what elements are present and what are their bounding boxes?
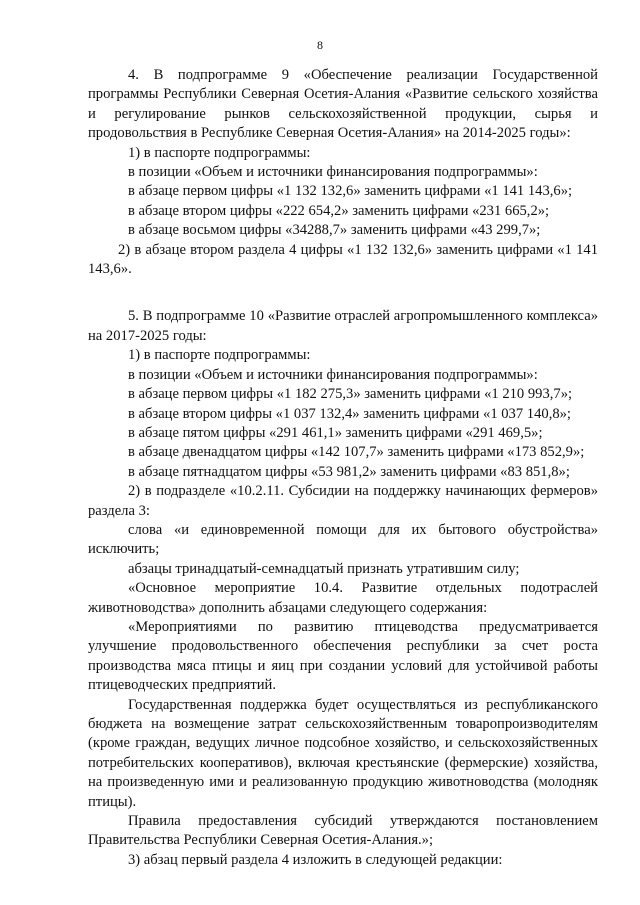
quoted-text-paragraph: Правила предоставления субсидий утверждаются постановлением Правительства Республики Северная Осетия-Алания.»; bbox=[88, 813, 598, 849]
amendment-paragraph: 3) абзац первый раздела 4 изложить в следующей редакции: bbox=[128, 851, 503, 868]
section-4-amendment-paragraph: 2) в абзаце втором раздела 4 цифры «1 132 132,6» заменить цифрами «1 141 143,6». bbox=[88, 241, 598, 278]
quoted-text-paragraph: «Мероприятиями по развитию птицеводства предусматривается улучшение продовольственного обеспечения республики за счет роста производства мяса птицы и яиц при создании условий для устойчивой работы птицеводческих предприятий. bbox=[88, 618, 598, 694]
amendment-paragraph: в абзаце втором цифры «222 654,2» заменить цифрами «231 665,2»; bbox=[128, 202, 550, 219]
financing-position-paragraph: в позиции «Объем и источники финансирования подпрограммы»: bbox=[128, 164, 538, 181]
amendment-paragraph: в абзаце первом цифры «1 132 132,6» заменить цифрами «1 141 143,6»; bbox=[128, 183, 573, 200]
page-number: 8 bbox=[317, 38, 323, 52]
main-activity-paragraph: «Основное мероприятие 10.4. Развитие отдельных подотраслей животноводства» дополнить абзацами следующего содержания: bbox=[88, 580, 598, 616]
subsection-amendment-paragraph: 2) в подразделе «10.2.11. Субсидии на поддержку начинающих фермеров» раздела 3: bbox=[88, 483, 598, 519]
item-5-paragraph: 5. В подпрограмме 10 «Развитие отраслей агропромышленного комплекса» на 2017-2025 годы: bbox=[88, 308, 598, 344]
amendment-paragraph: в абзаце восьмом цифры «34288,7» заменить цифрами «43 299,7»; bbox=[128, 222, 541, 239]
amendment-paragraph: в абзаце втором цифры «1 037 132,4» заменить цифрами «1 037 140,8»; bbox=[128, 405, 571, 422]
passport-paragraph: 1) в паспорте подпрограммы: bbox=[128, 347, 311, 364]
item-4-paragraph: 4. В подпрограмме 9 «Обеспечение реализации Государственной программы Республики Северная Осетия-Алания «Развитие сельского хозяйства и регулирование рынков сельскохозяйственной продукции, сырья и продовольствия в Республике Северная Осетия-Алания» на 2014-2025 годы»: bbox=[88, 67, 598, 142]
amendment-paragraph: в абзаце пятнадцатом цифры «53 981,2» заменить цифрами «83 851,8»; bbox=[128, 463, 570, 480]
amendment-paragraph: слова «и единовременной помощи для их бытового обустройства» исключить; bbox=[88, 521, 598, 558]
amendment-paragraph: в абзаце первом цифры «1 182 275,3» заменить цифрами «1 210 993,7»; bbox=[128, 386, 573, 403]
amendment-paragraph: абзацы тринадцатый-семнадцатый признать утратившим силу; bbox=[128, 560, 520, 577]
document-body bbox=[88, 66, 598, 870]
quoted-text-paragraph: Государственная поддержка будет осуществляться из республиканского бюджета на возмещение затрат сельскохозяйственным товаропроизводителям (кроме граждан, ведущих личное подсобное хозяйство, и сельскохозяйственных потребительских кооперативов), включая крестьянские (фермерские) хозяйства, на произведенную ими и реализованную продукцию животноводства (молодняк птицы). bbox=[88, 696, 598, 810]
financing-position-paragraph: в позиции «Объем и источники финансирования подпрограммы»: bbox=[128, 366, 538, 383]
passport-paragraph: 1) в паспорте подпрограммы: bbox=[128, 144, 311, 161]
amendment-paragraph: в абзаце пятом цифры «291 461,1» заменить цифрами «291 469,5»; bbox=[128, 424, 543, 441]
amendment-paragraph: в абзаце двенадцатом цифры «142 107,7» заменить цифрами «173 852,9»; bbox=[128, 444, 585, 461]
section-gap bbox=[88, 279, 598, 307]
